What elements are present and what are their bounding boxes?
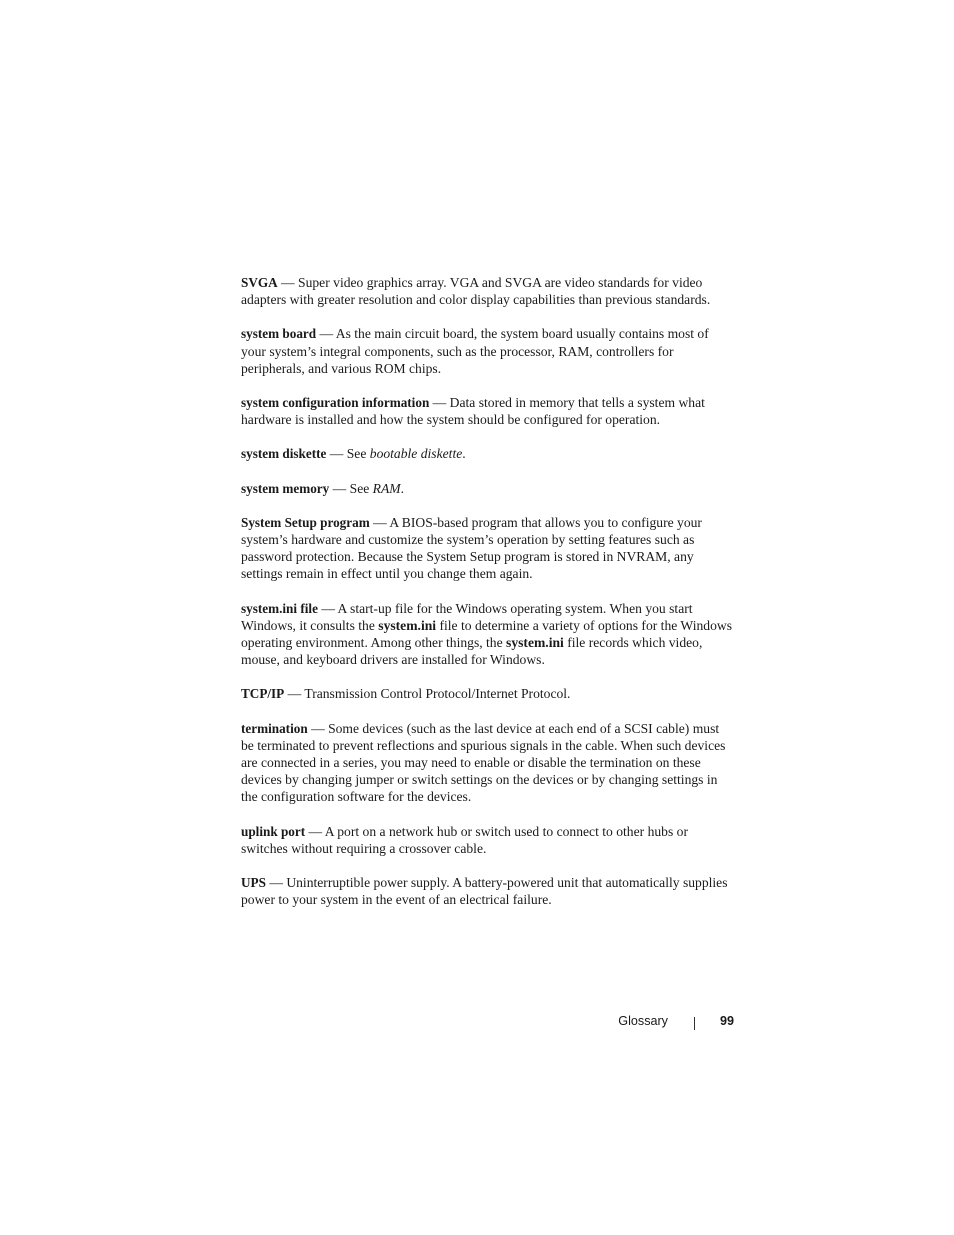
footer-divider	[694, 1017, 695, 1030]
glossary-entry-termination	[241, 720, 735, 806]
glossary-entry-system-configuration-information	[241, 394, 735, 428]
glossary-term: SVGA	[241, 275, 278, 290]
footer-section-title: Glossary	[618, 1014, 668, 1028]
glossary-definition: — Some devices (such as the last device at each end of a SCSI cable) must be terminated to prevent reflections and spurious signals in the cable. When such devices are connected in a series, you may need to enable or disable the termination on these devices by changing jumper or switch settings on the devices or by changing settings in the configuration software for the devices.	[241, 720, 726, 805]
glossary-content	[241, 274, 735, 925]
glossary-term: System Setup program	[241, 514, 370, 530]
glossary-term: system memory	[241, 480, 330, 496]
glossary-entry-system-setup-program	[241, 514, 735, 583]
glossary-definition-part: file records which video, mouse, and keyboard drivers are installed for Windows.	[241, 635, 703, 668]
glossary-definition: — Data stored in memory that tells a system what hardware is installed and how the system should be configured for operation.	[241, 395, 705, 428]
glossary-term: system.ini file	[241, 600, 318, 616]
glossary-entry-uplink-port	[241, 823, 735, 857]
glossary-definition-prefix: — See	[326, 446, 370, 462]
glossary-cross-reference: bootable diskette	[369, 446, 463, 462]
glossary-cross-reference: RAM	[372, 480, 401, 496]
glossary-entry-system-memory	[241, 480, 735, 497]
glossary-term: system diskette	[241, 446, 327, 462]
glossary-definition-prefix: — See	[329, 480, 373, 496]
filename-system-ini: system.ini	[506, 635, 564, 651]
glossary-term: UPS	[241, 875, 266, 891]
glossary-term: system configuration information	[241, 395, 430, 411]
glossary-entry-tcp-ip	[241, 685, 735, 702]
glossary-entry-system-ini-file	[241, 600, 735, 669]
glossary-definition-part: file to determine a variety of options for the Windows operating environment. Among other things, the	[241, 617, 732, 651]
glossary-term: uplink port	[241, 823, 306, 839]
page-number: 99	[719, 1014, 734, 1028]
glossary-definition: — A BIOS-based program that allows you to configure your system’s hardware and customize the system’s operation by setting features such as password protection. Because the System Setup program is stored in NVRAM, any settings remain in effect until you change them again.	[241, 514, 702, 582]
glossary-definition: — Transmission Control Protocol/Internet Protocol.	[284, 686, 571, 702]
glossary-term: system board	[241, 326, 317, 342]
glossary-entry-system-diskette	[241, 445, 735, 462]
glossary-definition: — Super video graphics array. VGA and SVGA are video standards for video adapters with greater resolution and color display capabilities than previous standards.	[241, 275, 711, 308]
glossary-definition-suffix: .	[462, 446, 466, 462]
glossary-entry-svga	[241, 274, 735, 308]
glossary-entry-system-board	[241, 325, 735, 377]
glossary-definition: — Uninterruptible power supply. A battery-powered unit that automatically supplies power to your system in the event of an electrical failure.	[241, 875, 728, 908]
glossary-definition-suffix: .	[400, 480, 405, 496]
glossary-definition-part: — A start-up file for the Windows operating system. When you start Windows, it consults the	[241, 600, 693, 633]
glossary-entry-ups	[241, 874, 735, 908]
glossary-definition: — As the main circuit board, the system board usually contains most of your system’s integral components, such as the processor, RAM, controllers for peripherals, and various ROM chips.	[241, 326, 709, 376]
glossary-term: TCP/IP	[241, 686, 285, 702]
filename-system-ini: system.ini	[378, 617, 437, 633]
page-footer	[618, 1014, 734, 1028]
glossary-definition: — A port on a network hub or switch used to connect to other hubs or switches without requiring a crossover cable.	[241, 823, 688, 856]
glossary-term: termination	[241, 720, 308, 736]
